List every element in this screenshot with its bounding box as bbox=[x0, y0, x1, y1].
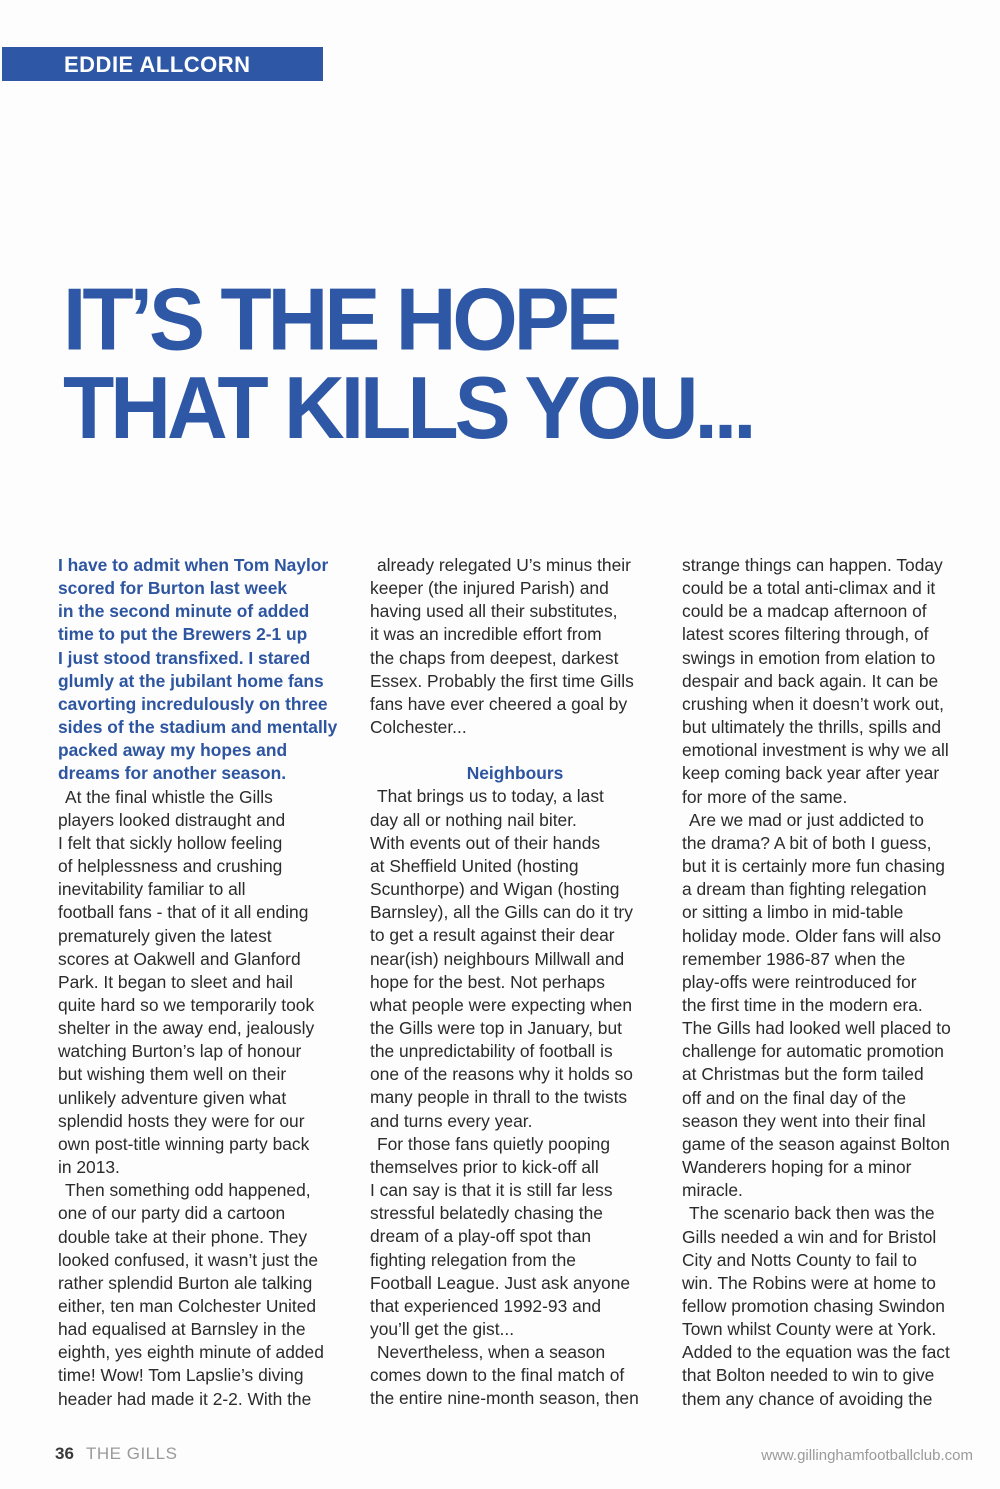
body-paragraph: The scenario back then was the Gills needed a win and for Bristol City and Notts County to fail to win. The Robins were at home to fellow promotion chasing Swindon Town whilst County were at York. Added to the equation was the fact that Bolton needed to win to give them any chance of avoiding the bbox=[682, 1203, 950, 1409]
headline-line-1: IT’S THE HOPE bbox=[63, 269, 618, 369]
body-paragraph: already relegated U’s minus their keeper (the injured Parish) and having used all their substitutes, it was an incredible effort from the chaps from deepest, darkest Essex. Probably the first time Gills fans have ever cheered a goal by Colchester... bbox=[370, 555, 634, 738]
body-paragraph: For those fans quietly pooping themselves prior to kick-off all I can say is that it is still far less stressful belatedly chasing the dream of a play-off spot than fighting relegation from the Football League. Just ask anyone that experienced 1992-93 and you’ll get the gist... bbox=[370, 1133, 631, 1339]
body-paragraph: That brings us to today, a last day all or nothing nail biter. With events out of their hands at Sheffield United (hosting Scunthorpe) and Wigan (hosting Barnsley), all the Gills can do it try to get a result against their dear near(ish) neighbours Millwall and hope for the best. Not perhaps what people were expecting when the Gills were top in January, but the unpredictability of football is one of the reasons why it holds so many people in thrall to the twists and turns every year. bbox=[370, 786, 633, 1131]
body-paragraph: Are we mad or just addicted to the drama? A bit of both I guess, but it is certainly more fun chasing a dream than fighting relegation or sitting a limbo in mid-table holiday mode. Older fans will also remember 1986-87 when the play-offs were reintroduced for the first time in the modern era. The Gills had looked well placed to challenge for automatic promotion at Christmas but the form tailed off and on the final day of the season they went into their final game of the season against Bolton Wanderers hoping for a minor miracle. bbox=[682, 809, 951, 1201]
body-paragraph: strange things can happen. Today could be a total anti-climax and it could be a madcap afternoon of latest scores filtering through, of swings in emotion from elation to despair and back again. It can be crushing when it doesn’t work out, but ultimately the thrills, spills and emotional investment is why we all keep coming back year after year for more of the same. bbox=[682, 555, 949, 807]
article-column-2 bbox=[370, 554, 670, 1411]
headline bbox=[63, 269, 753, 457]
paragraph-spacer bbox=[370, 739, 670, 762]
body-paragraph: At the final whistle the Gills players looked distraught and I felt that sickly hollow feeling of helplessness and crushing inevitability familiar to all football fans - that of it all ending prematurely given the latest scores at Oakwell and Glanford Park. It began to sleet and hail quite hard so we temporarily took shelter in the away end, jealously watching Burton’s lap of honour but wishing them well on their unlikely adventure given what splendid hosts they were for our own post-title winning party back in 2013. bbox=[58, 786, 315, 1178]
body-paragraph: Then something odd happened, one of our party did a cartoon double take at their phone. They looked confused, it wasn’t just the rather splendid Burton ale talking either, ten man Colchester United had equalised at Barnsley in the eighth, yes eighth minute of added time! Wow! Tom Lapslie’s diving header had made it 2-2. With the bbox=[58, 1180, 324, 1409]
website-url: www.gillinghamfootballclub.com bbox=[761, 1447, 973, 1464]
section-tag: EDDIE ALLCORN bbox=[2, 47, 323, 81]
publication-name: THE GILLS bbox=[86, 1444, 178, 1463]
article-column-1 bbox=[58, 554, 358, 1411]
subheading-neighbours: Neighbours bbox=[466, 763, 564, 784]
body-paragraph: Nevertheless, when a season comes down to the final match of the entire nine-month season, then bbox=[370, 1342, 639, 1409]
headline-line-2: THAT KILLS YOU... bbox=[63, 357, 753, 457]
article-column-3 bbox=[682, 554, 982, 1411]
lead-paragraph: I have to admit when Tom Naylor scored for Burton last week in the second minute of added time to put the Brewers 2-1 up I just stood transfixed. I stared glumly at the jubilant home fans cavorting incredulously on three sides of the stadium and mentally packed away my hopes and dreams for another season. bbox=[58, 555, 338, 784]
page-number: 36 bbox=[55, 1444, 74, 1463]
